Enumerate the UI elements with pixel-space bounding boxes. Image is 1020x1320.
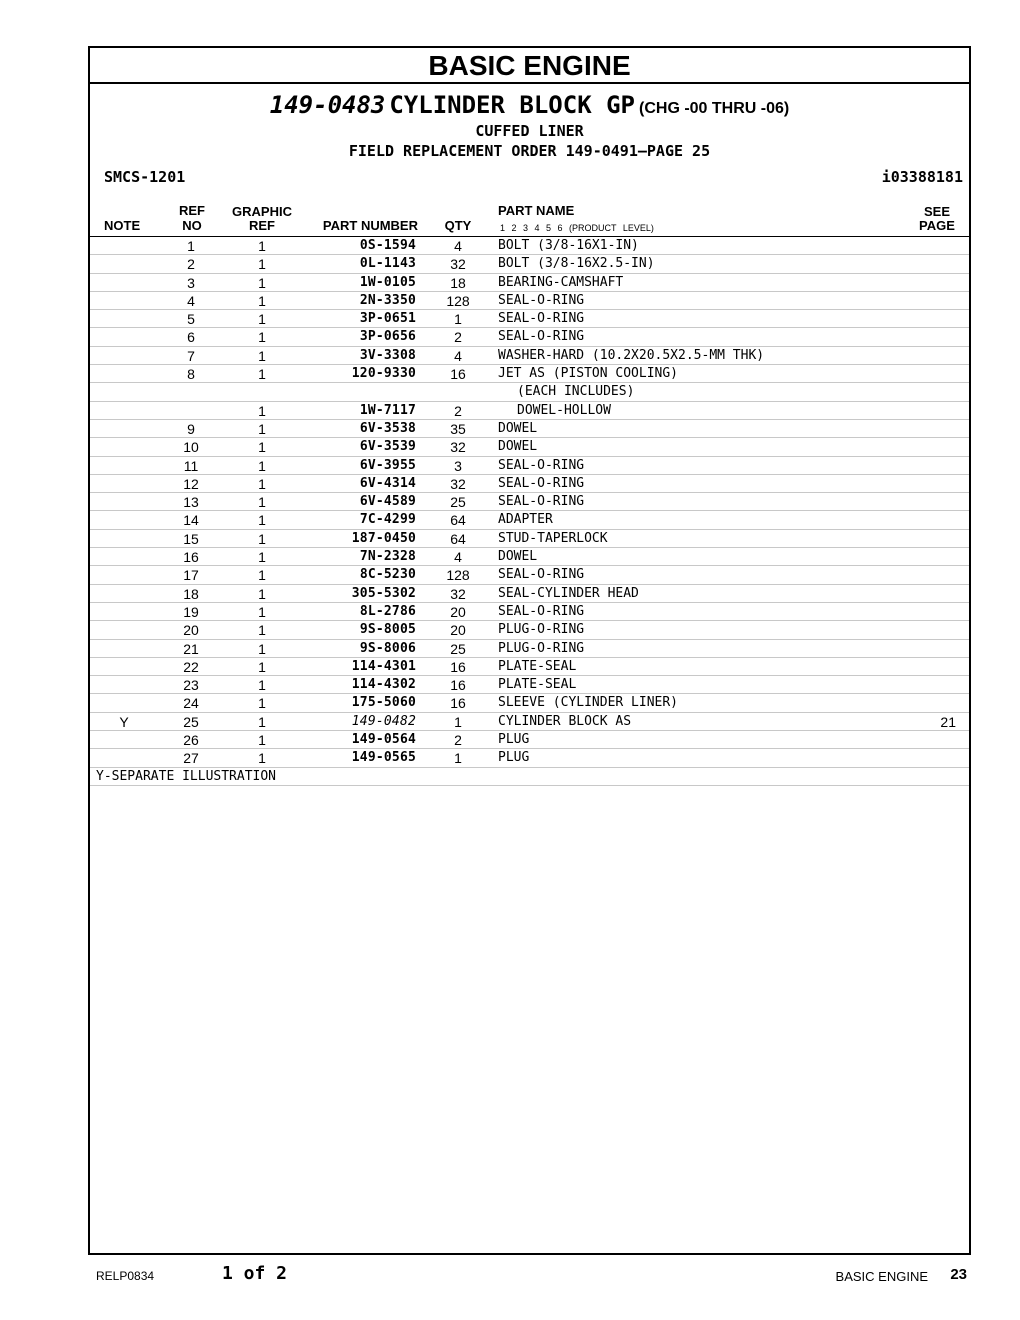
col-part-name-header: PART NAME (498, 203, 575, 218)
row-part-name: PLUG (498, 750, 530, 766)
row-part-number: 305-5302 (351, 585, 416, 601)
section-title: BASIC ENGINE (90, 48, 969, 84)
table-row (90, 328, 969, 346)
row-ref-no: 5 (187, 311, 195, 328)
table-footnote: Y-SEPARATE ILLUSTRATION (96, 768, 277, 784)
table-row (90, 347, 969, 365)
table-row (90, 365, 969, 383)
row-part-name: SEAL-CYLINDER HEAD (498, 585, 639, 601)
row-part-name: ADAPTER (498, 512, 553, 528)
row-part-name: SEAL-O-RING (498, 494, 585, 510)
row-part-number: 7C-4299 (359, 512, 416, 528)
row-graphic-ref: 1 (258, 567, 266, 584)
group-subtitle-2: FIELD REPLACEMENT ORDER 149-0491—PAGE 25 (348, 142, 711, 160)
table-row (90, 310, 969, 328)
row-part-name: BEARING-CAMSHAFT (498, 274, 624, 290)
row-qty: 25 (450, 494, 466, 511)
row-part-name: SEAL-O-RING (498, 567, 585, 583)
table-row (90, 420, 969, 438)
row-qty: 16 (450, 677, 466, 694)
row-part-number: 2N-3350 (359, 292, 416, 308)
table-row (90, 493, 969, 511)
row-graphic-ref: 1 (258, 549, 266, 566)
row-part-name: (EACH INCLUDES) (517, 384, 635, 400)
col-graphic-header-line2: REF (249, 218, 275, 233)
row-ref-no: 22 (183, 658, 199, 675)
row-ref-no: 18 (183, 585, 199, 602)
row-part-number: 3V-3308 (359, 347, 416, 363)
row-ref-no: 1 (187, 238, 195, 254)
table-row (90, 566, 969, 584)
row-qty: 20 (450, 603, 466, 620)
row-graphic-ref: 1 (258, 420, 266, 437)
row-ref-no: 6 (187, 329, 195, 346)
row-ref-no: 7 (187, 347, 195, 364)
row-part-name: BOLT (3/8-16X2.5-IN) (498, 256, 655, 272)
row-graphic-ref: 1 (258, 457, 266, 474)
row-ref-no: 27 (183, 750, 199, 767)
row-part-number: 6V-3539 (359, 439, 416, 455)
row-qty: 32 (450, 256, 466, 273)
table-row (90, 383, 969, 401)
row-ref-no: 12 (183, 475, 199, 492)
table-row (90, 511, 969, 529)
row-qty: 16 (450, 695, 466, 712)
table-row (90, 438, 969, 456)
row-ref-no: 19 (183, 603, 199, 620)
row-graphic-ref: 1 (258, 713, 266, 730)
row-part-number: 0L-1143 (359, 256, 416, 272)
row-qty: 4 (454, 238, 462, 254)
table-row (90, 658, 969, 676)
row-part-name: STUD-TAPERLOCK (498, 530, 608, 546)
row-graphic-ref: 1 (258, 677, 266, 694)
row-part-number: 9S-8006 (359, 640, 416, 656)
row-part-number: 0S-1594 (359, 238, 416, 253)
page-frame (88, 46, 971, 1255)
row-part-name: PLUG-O-RING (498, 622, 585, 638)
table-row (90, 621, 969, 639)
row-part-number: 6V-4589 (359, 494, 416, 510)
group-title-line (90, 91, 969, 119)
group-header (90, 84, 969, 199)
row-qty: 3 (454, 457, 462, 474)
row-part-number: 120-9330 (351, 366, 416, 382)
row-ref-no: 11 (183, 457, 199, 474)
row-part-name: WASHER-HARD (10.2X20.5X2.5-MM THK) (498, 347, 765, 363)
row-qty: 64 (450, 512, 466, 529)
row-part-name: PLUG (498, 732, 530, 748)
row-ref-no: 8 (187, 366, 195, 383)
row-graphic-ref: 1 (258, 366, 266, 383)
row-qty: 2 (454, 329, 462, 346)
col-ref-header-line2: NO (182, 218, 202, 233)
row-ref-no: 14 (183, 512, 199, 529)
row-part-number: 3P-0651 (359, 311, 416, 327)
row-graphic-ref: 1 (258, 238, 266, 254)
group-change-range: (CHG -00 THRU -06) (639, 100, 790, 117)
group-subtitle-1: CUFFED LINER (475, 122, 584, 140)
group-part-number: 149-0483 (269, 91, 386, 119)
row-ref-no: 9 (187, 420, 195, 437)
parts-table (90, 237, 969, 786)
row-ref-no: 25 (183, 713, 199, 730)
col-graphic-header-line1: GRAPHIC (232, 204, 292, 219)
row-graphic-ref: 1 (258, 603, 266, 620)
row-graphic-ref: 1 (258, 732, 266, 749)
row-graphic-ref: 1 (258, 311, 266, 328)
page-footer (0, 1263, 1020, 1287)
row-qty: 32 (450, 475, 466, 492)
row-part-number: 7N-2328 (359, 549, 416, 565)
row-graphic-ref: 1 (258, 512, 266, 529)
row-ref-no: 4 (187, 292, 195, 309)
row-part-number: 9S-8005 (359, 622, 416, 638)
table-row (90, 457, 969, 475)
row-part-number: 149-0564 (351, 732, 416, 748)
row-qty: 35 (450, 420, 466, 437)
row-part-name: CYLINDER BLOCK AS (498, 713, 632, 729)
row-graphic-ref: 1 (258, 347, 266, 364)
row-part-name: JET AS (PISTON COOLING) (498, 366, 679, 382)
row-note: Y (119, 713, 129, 730)
footer-page-of: 1 of 2 (222, 1263, 288, 1284)
row-part-number: 114-4301 (351, 658, 416, 674)
row-part-name: SEAL-O-RING (498, 603, 585, 619)
row-part-number: 187-0450 (351, 530, 416, 546)
row-part-name: BOLT (3/8-16X1-IN) (498, 238, 639, 253)
row-part-name: SEAL-O-RING (498, 329, 585, 345)
row-part-number: 3P-0656 (359, 329, 416, 345)
row-ref-no: 3 (187, 274, 195, 291)
row-part-name: SEAL-O-RING (498, 311, 585, 327)
row-graphic-ref: 1 (258, 494, 266, 511)
row-qty: 16 (450, 658, 466, 675)
row-ref-no: 26 (183, 732, 199, 749)
table-row (90, 603, 969, 621)
row-qty: 20 (450, 622, 466, 639)
row-part-number: 6V-3955 (359, 457, 416, 473)
table-row (90, 676, 969, 694)
row-ref-no: 2 (187, 256, 195, 273)
row-qty: 1 (454, 713, 462, 730)
row-part-number: 1W-0105 (359, 274, 416, 290)
table-row (90, 255, 969, 273)
table-row (90, 292, 969, 310)
row-graphic-ref: 1 (258, 530, 266, 547)
row-qty: 1 (454, 750, 462, 767)
row-part-name: PLUG-O-RING (498, 640, 585, 656)
footer-section: BASIC ENGINE (835, 1269, 928, 1284)
row-graphic-ref: 1 (258, 475, 266, 492)
row-ref-no: 10 (183, 439, 199, 456)
table-row (90, 274, 969, 292)
row-part-number: 114-4302 (351, 677, 416, 693)
row-see-page: 21 (940, 713, 956, 730)
row-graphic-ref: 1 (258, 622, 266, 639)
table-row (90, 475, 969, 493)
row-ref-no: 24 (183, 695, 199, 712)
table-row (90, 530, 969, 548)
row-part-name: PLATE-SEAL (498, 658, 577, 674)
row-graphic-ref: 1 (258, 329, 266, 346)
row-graphic-ref: 1 (258, 695, 266, 712)
row-ref-no: 13 (183, 494, 199, 511)
row-part-number: 6V-4314 (359, 475, 416, 491)
row-qty: 32 (450, 439, 466, 456)
row-graphic-ref: 1 (258, 640, 266, 657)
row-graphic-ref: 1 (258, 750, 266, 767)
table-row (90, 713, 969, 731)
table-row (90, 585, 969, 603)
table-footnote-row (90, 768, 969, 786)
row-part-name: DOWEL (498, 549, 538, 565)
row-ref-no: 17 (183, 567, 199, 584)
table-row (90, 402, 969, 420)
footer-doc-code: RELP0834 (96, 1269, 155, 1283)
row-graphic-ref: 1 (258, 292, 266, 309)
row-qty: 64 (450, 530, 466, 547)
col-note-header: NOTE (104, 218, 141, 233)
row-part-name: SEAL-O-RING (498, 475, 585, 491)
row-part-name: DOWEL (498, 420, 538, 436)
col-see-header-line2: PAGE (919, 218, 955, 233)
row-part-name: DOWEL-HOLLOW (517, 402, 611, 418)
row-ref-no: 15 (183, 530, 199, 547)
row-part-number: 175-5060 (351, 695, 416, 711)
table-row (90, 731, 969, 749)
row-part-name: PLATE-SEAL (498, 677, 577, 693)
col-part-number-header: PART NUMBER (322, 218, 418, 233)
illustration-id: i03388181 (881, 168, 963, 186)
row-qty: 128 (446, 567, 470, 584)
row-qty: 128 (446, 292, 470, 309)
row-qty: 4 (454, 347, 462, 364)
row-graphic-ref: 1 (258, 256, 266, 273)
row-ref-no: 16 (183, 549, 199, 566)
row-graphic-ref: 1 (258, 274, 266, 291)
col-product-levels: 1 2 3 4 5 6 (PRODUCT LEVEL) (500, 223, 654, 233)
group-name: CYLINDER BLOCK GP (389, 91, 635, 119)
table-row (90, 548, 969, 566)
row-part-number: 1W-7117 (359, 402, 416, 418)
row-qty: 4 (454, 549, 462, 566)
row-qty: 2 (454, 732, 462, 749)
row-graphic-ref: 1 (258, 402, 266, 419)
row-part-number: 149-0565 (351, 750, 416, 766)
table-row (90, 694, 969, 712)
row-qty: 2 (454, 402, 462, 419)
row-qty: 18 (450, 274, 466, 291)
row-part-number: 6V-3538 (359, 420, 416, 436)
row-graphic-ref: 1 (258, 439, 266, 456)
row-part-name: SEAL-O-RING (498, 457, 585, 473)
row-qty: 25 (450, 640, 466, 657)
col-ref-header-line1: REF (179, 203, 205, 218)
smcs-code: SMCS-1201 (104, 168, 186, 186)
col-qty-header: QTY (444, 218, 472, 233)
row-part-number: 8L-2786 (359, 603, 416, 619)
row-ref-no: 23 (183, 677, 199, 694)
row-qty: 32 (450, 585, 466, 602)
row-ref-no: 21 (183, 640, 199, 657)
table-row (90, 749, 969, 767)
row-part-name: SEAL-O-RING (498, 292, 585, 308)
row-part-number: 149-0482 (351, 713, 416, 729)
row-graphic-ref: 1 (258, 585, 266, 602)
footer-page-number: 23 (950, 1266, 967, 1283)
column-headers (90, 199, 969, 237)
row-ref-no: 20 (183, 622, 199, 639)
row-qty: 1 (454, 311, 462, 328)
col-see-header-line1: SEE (923, 204, 950, 219)
table-row (90, 237, 969, 255)
row-part-name: DOWEL (498, 439, 538, 455)
row-part-number: 8C-5230 (359, 567, 416, 583)
row-qty: 16 (450, 366, 466, 383)
row-graphic-ref: 1 (258, 658, 266, 675)
row-part-name: SLEEVE (CYLINDER LINER) (498, 695, 679, 711)
table-row (90, 640, 969, 658)
